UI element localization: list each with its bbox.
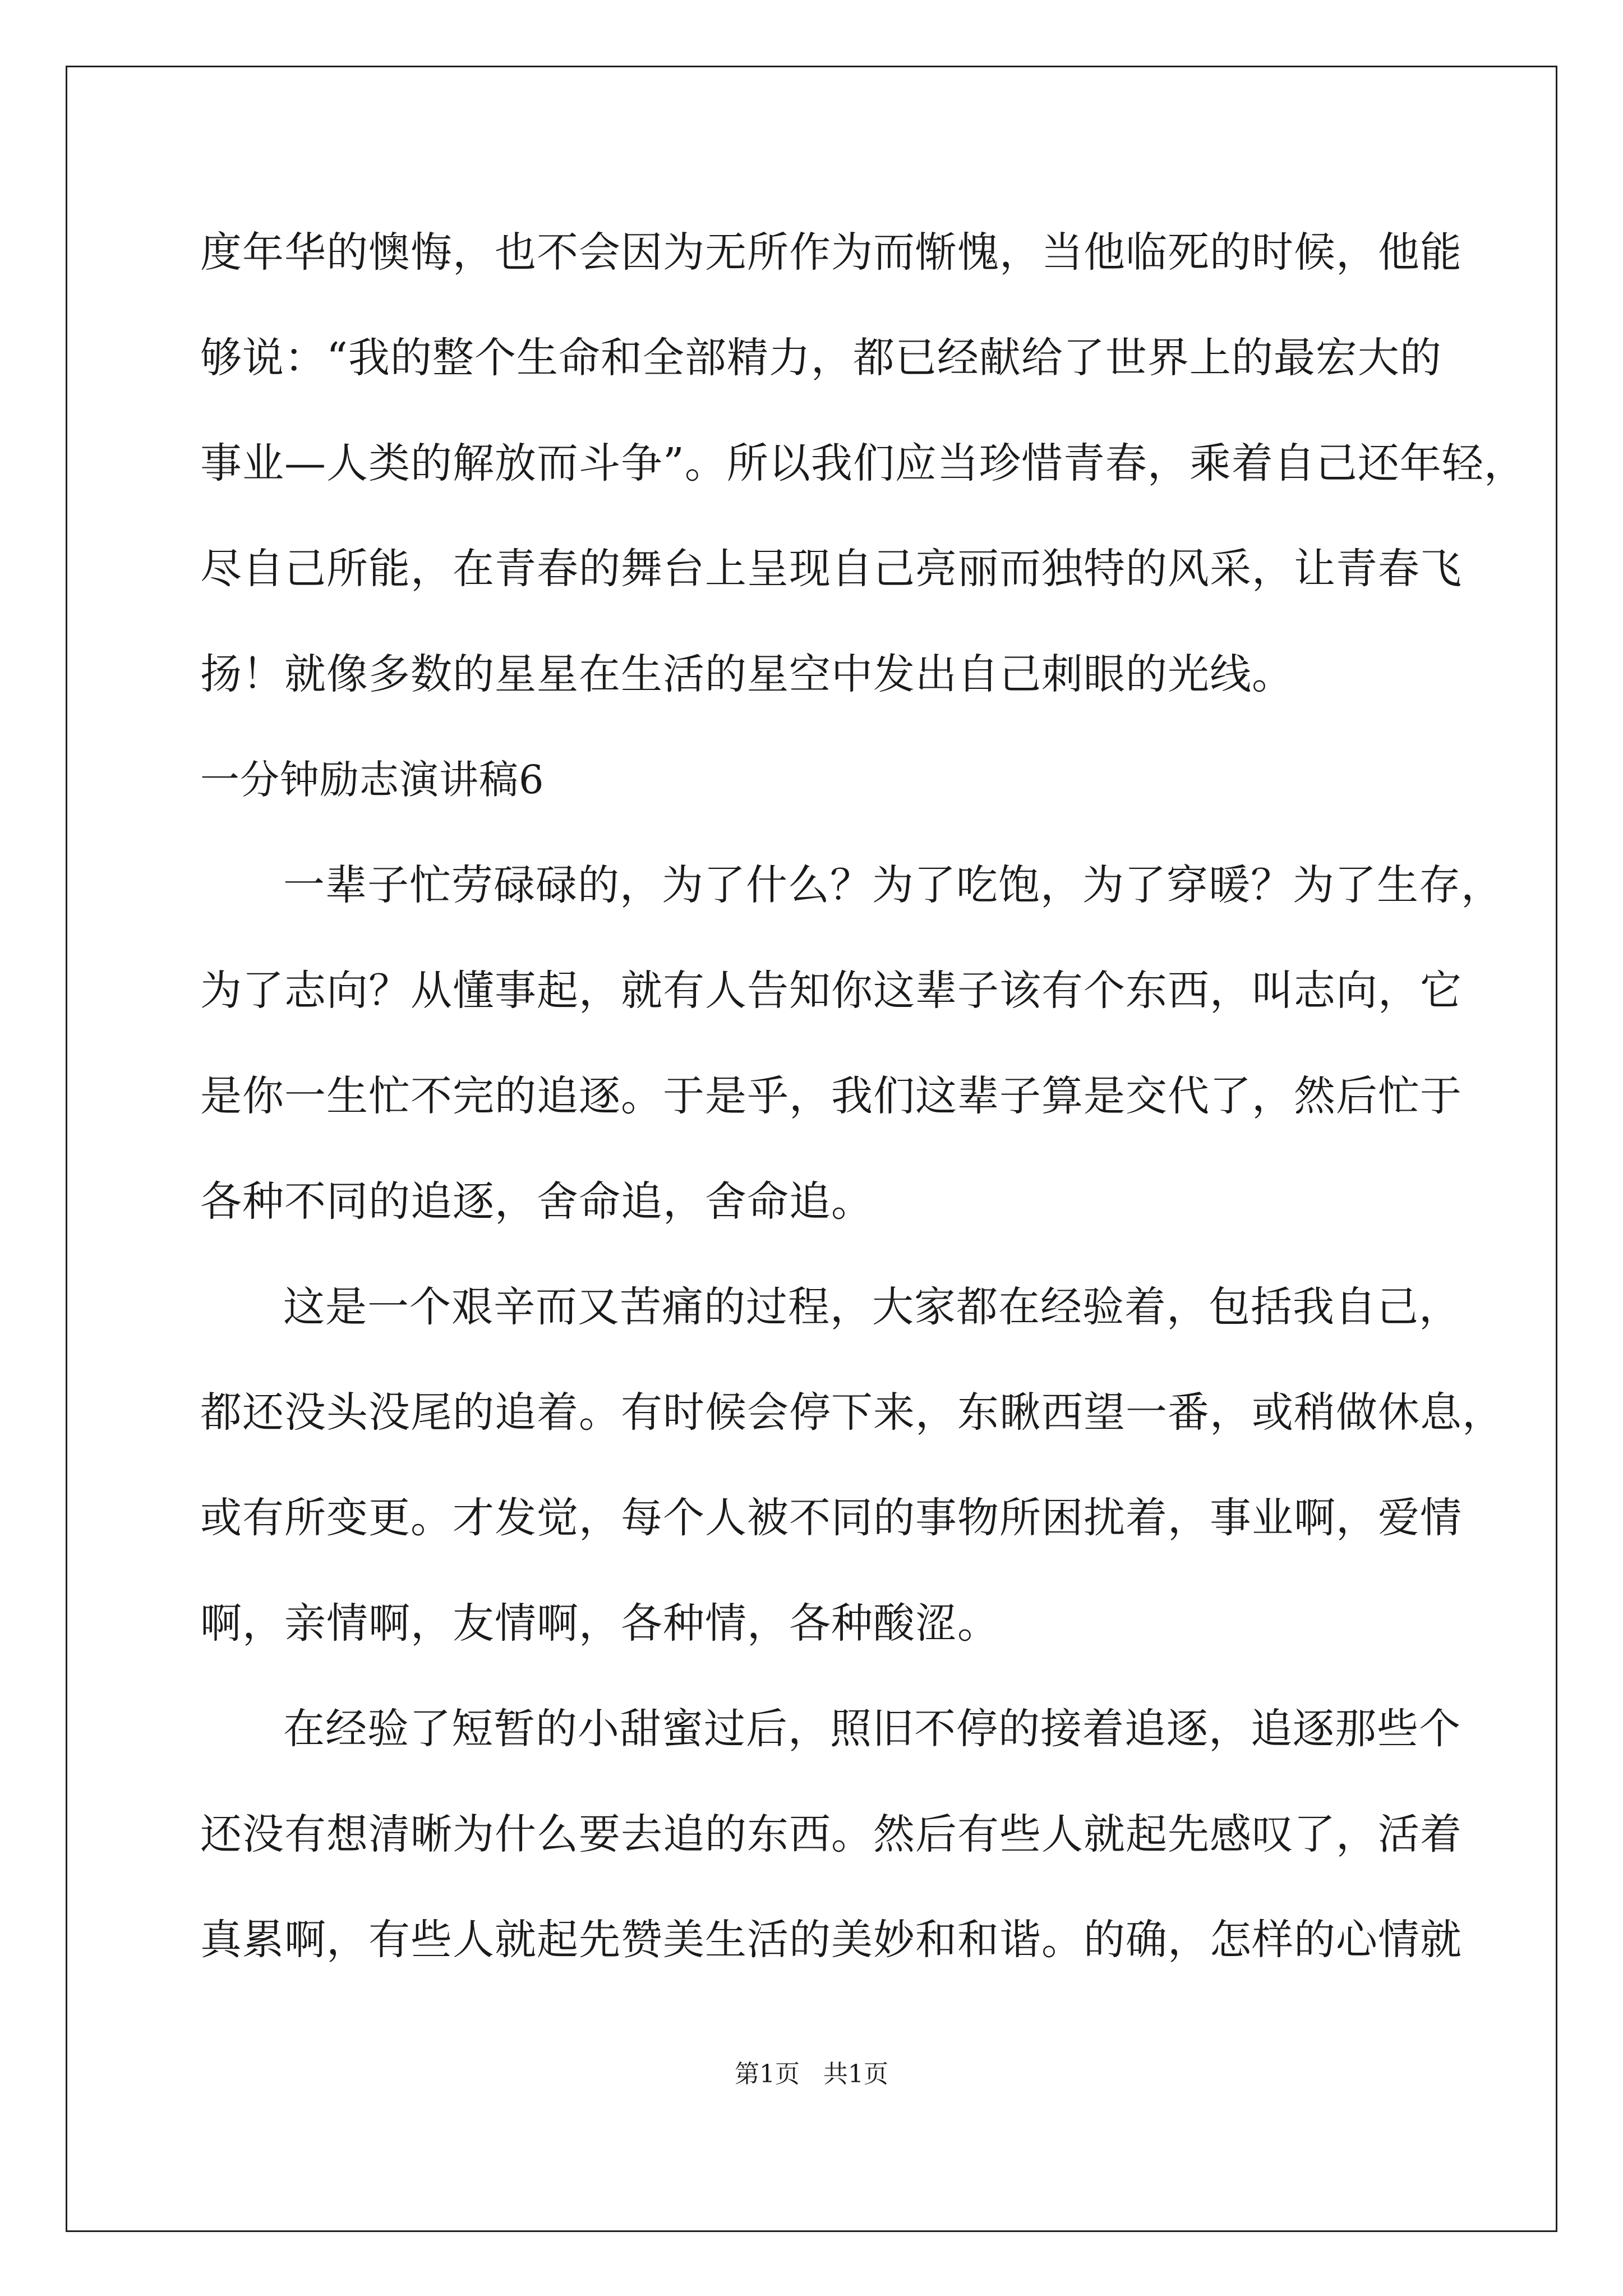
paragraph-first-line: 在经验了短暂的小甜蜜过后，照旧不停的接着追逐，追逐那些个: [283, 1705, 1461, 1753]
text-line: 啊，亲情啊，友情啊，各种情，各种酸涩。: [200, 1599, 999, 1648]
text-line: 是你一生忙不完的追逐。于是乎，我们这辈子算是交代了，然后忙于: [200, 1072, 1462, 1120]
text-line: 为了志向？从懂事起，就有人告知你这辈子该有个东西，叫志向，它: [200, 967, 1462, 1015]
text-line: 真累啊，有些人就起先赞美生活的美妙和和谐。的确，怎样的心情就: [200, 1916, 1462, 1964]
text-line: 各种不同的追逐，舍命追，舍命追。: [200, 1177, 873, 1226]
document-body: [200, 213, 1526, 2006]
text-line: 尽自己所能，在青春的舞台上呈现自己亮丽而独特的风采，让青春飞: [200, 545, 1462, 593]
text-line: 扬！就像多数的星星在生活的星空中发出自己刺眼的光线。: [200, 650, 1294, 698]
text-line: 度年华的懊悔，也不会因为无所作为而惭愧，当他临死的时候，他能: [200, 228, 1462, 277]
text-line: 事业—人类的解放而斗争”。所以我们应当珍惜青春，乘着自己还年轻，: [200, 439, 1526, 487]
text-line: 或有所变更。才发觉，每个人被不同的事物所困扰着，事业啊，爱情: [200, 1494, 1462, 1542]
text-line: 还没有想清晰为什么要去追的东西。然后有些人就起先感叹了，活着: [200, 1810, 1462, 1858]
section-heading: 一分钟励志演讲稿6: [200, 757, 545, 803]
page-number-footer: 第1页 共1页: [735, 2060, 888, 2088]
paragraph-first-line: 这是一个艰辛而又苦痛的过程，大家都在经验着，包括我自己，: [283, 1283, 1461, 1331]
text-line: 够说：“我的整个生命和全部精力，都已经献给了世界上的最宏大的: [200, 334, 1442, 382]
text-line: 都还没头没尾的追着。有时候会停下来，东瞅西望一番，或稍做休息，: [200, 1388, 1504, 1437]
paragraph-first-line: 一辈子忙劳碌碌的，为了什么？为了吃饱，为了穿暖？为了生存，: [283, 861, 1503, 909]
